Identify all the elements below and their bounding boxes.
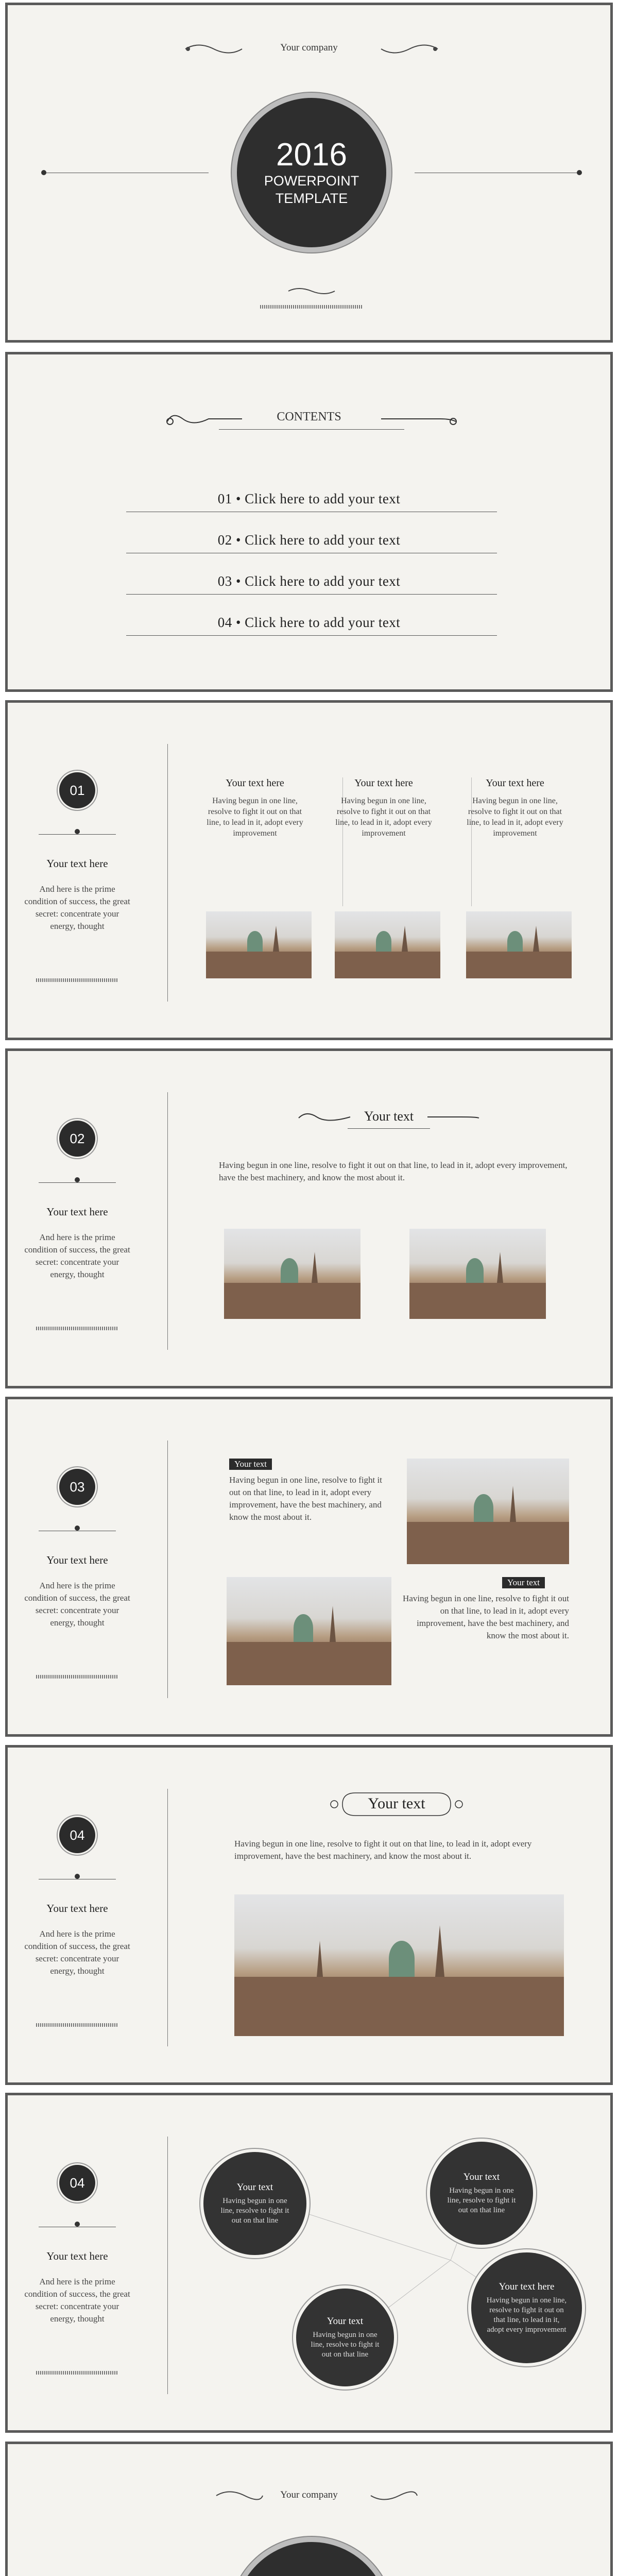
column-text: Having begun in one line, resolve to fight it out on that line, to lead in it, adopt every improvement bbox=[467, 796, 563, 838]
sidebar-title: Your text here bbox=[46, 1206, 108, 1218]
sidebar-vline bbox=[167, 2137, 168, 2394]
sidebar-stripes bbox=[36, 1327, 118, 1330]
sidebar-title: Your text here bbox=[46, 1554, 108, 1566]
sidebar-stripes bbox=[36, 1675, 118, 1679]
section-title: Your text bbox=[368, 1795, 425, 1812]
section-text: Having begun in one line, resolve to fight it out on that line, to lead in it, adopt every improvement, have the best machinery, and know the most about it. bbox=[234, 1839, 532, 1861]
toc-divider bbox=[126, 594, 497, 595]
sidebar-title: Your text here bbox=[46, 857, 108, 870]
sidebar-text: And here is the prime condition of success, the great secret: concentrate your energy, thought bbox=[24, 1581, 130, 1628]
contents-title: CONTENTS bbox=[277, 410, 341, 423]
toc-item-2[interactable]: 02 • Click here to add your text bbox=[217, 532, 401, 548]
sidebar-stripes bbox=[36, 978, 118, 982]
text-tag: Your text bbox=[502, 1577, 545, 1588]
city-photo bbox=[224, 1229, 360, 1319]
text-bubble bbox=[471, 2252, 582, 2363]
ornament-right-icon bbox=[368, 2488, 420, 2503]
sidebar-text: And here is the prime condition of success, the great secret: concentrate your energy, thought bbox=[24, 2277, 130, 2324]
text-bubble bbox=[203, 2152, 306, 2255]
section-number: 04 bbox=[59, 1817, 95, 1853]
toc-divider bbox=[126, 635, 497, 636]
sidebar-divider bbox=[39, 1182, 116, 1183]
dot-right bbox=[577, 170, 582, 175]
slide-section-03 bbox=[5, 1397, 613, 1737]
city-photo bbox=[409, 1229, 546, 1319]
city-photo bbox=[335, 911, 440, 978]
text-bubble bbox=[296, 2289, 394, 2386]
sidebar-dot bbox=[75, 1526, 80, 1531]
column-title: Your text here bbox=[226, 777, 284, 789]
title-circle bbox=[232, 93, 391, 252]
sidebar-text: And here is the prime condition of success, the great secret: concentrate your energy, thought bbox=[24, 1929, 130, 1976]
text-bubble bbox=[430, 2142, 533, 2245]
toc-item-1[interactable]: 01 • Click here to add your text bbox=[217, 491, 401, 506]
cover-line2: TEMPLATE bbox=[275, 191, 348, 207]
section-number: 03 bbox=[59, 1469, 95, 1505]
bottom-stripes bbox=[260, 305, 363, 309]
sidebar-dot bbox=[75, 829, 80, 834]
company-name: Your company bbox=[280, 2489, 338, 2500]
sidebar-stripes bbox=[36, 2371, 118, 2375]
sidebar-stripes bbox=[36, 2023, 118, 2027]
title-underline bbox=[219, 429, 404, 430]
column-text: Having begun in one line, resolve to fight it out on that line, to lead in it, adopt every improvement bbox=[335, 796, 432, 838]
city-photo bbox=[407, 1459, 569, 1564]
bubble-text: Having begun in one line, resolve to fight it out on that line, to lead in it, adopt every improvement bbox=[486, 2296, 567, 2334]
sidebar-title: Your text here bbox=[46, 2250, 108, 2262]
slide-thanks bbox=[5, 2442, 613, 2576]
section-text: Having begun in one line, resolve to fight it out on that line, to lead in it, adopt every improvement, have the best machinery, and know the most about it. bbox=[219, 1160, 568, 1182]
title-underline bbox=[348, 1128, 430, 1129]
ornament-right-icon bbox=[379, 41, 440, 57]
section-number: 04 bbox=[59, 2165, 95, 2201]
city-photo bbox=[206, 911, 312, 978]
dot-left bbox=[41, 170, 46, 175]
bubble-text: Having begun in one line, resolve to fight it out on that line bbox=[447, 2186, 516, 2214]
bubble-title: Your text bbox=[463, 2171, 500, 2182]
text-tag: Your text bbox=[229, 1459, 272, 1470]
slide-contents bbox=[5, 352, 613, 692]
cover-line1: POWERPOINT bbox=[264, 173, 359, 189]
ornament-right-icon bbox=[379, 409, 461, 429]
slide-section-02 bbox=[5, 1048, 613, 1388]
city-photo bbox=[466, 911, 572, 978]
column-title: Your text here bbox=[486, 777, 544, 789]
bubble-title: Your text bbox=[236, 2181, 273, 2193]
sidebar-text: And here is the prime condition of success, the great secret: concentrate your energy, thought bbox=[24, 884, 130, 931]
city-photo bbox=[227, 1577, 391, 1685]
slide-section-04 bbox=[5, 1745, 613, 2085]
column-text: Having begun in one line, resolve to fight it out on that line, to lead in it, adopt every improvement bbox=[207, 796, 303, 838]
section-text: Having begun in one line, resolve to fight it out on that line, to lead in it, adopt every improvement, have the best machinery, and know the most about it. bbox=[229, 1475, 382, 1522]
sidebar-title: Your text here bbox=[46, 1902, 108, 1914]
slide-section-04-bubbles bbox=[5, 2093, 613, 2433]
slide-cover bbox=[5, 3, 613, 343]
sidebar-divider bbox=[39, 834, 116, 835]
column-title: Your text here bbox=[354, 777, 413, 789]
sidebar-vline bbox=[167, 1092, 168, 1350]
slide-section-01 bbox=[5, 700, 613, 1040]
section-number: 01 bbox=[59, 772, 95, 808]
sidebar-dot bbox=[75, 2222, 80, 2227]
sidebar-dot bbox=[75, 1177, 80, 1182]
section-number: 02 bbox=[59, 1121, 95, 1157]
company-name: Your company bbox=[280, 42, 338, 53]
thanks-circle bbox=[229, 2537, 394, 2576]
toc-item-3[interactable]: 03 • Click here to add your text bbox=[217, 573, 401, 589]
sidebar-dot bbox=[75, 1874, 80, 1879]
ornament-bottom-icon bbox=[286, 286, 337, 296]
bubble-title: Your text bbox=[327, 2315, 364, 2327]
bubble-text: Having begun in one line, resolve to fight it out on that line bbox=[311, 2330, 380, 2359]
sidebar-vline bbox=[167, 1440, 168, 1698]
bubble-text: Having begun in one line, resolve to fight it out on that line bbox=[220, 2196, 289, 2225]
bubble-title: Your text here bbox=[499, 2281, 555, 2292]
sidebar-vline bbox=[167, 1789, 168, 2046]
city-photo bbox=[234, 1894, 564, 2036]
cover-year: 2016 bbox=[276, 137, 347, 173]
section-text: Having begun in one line, resolve to fight it out on that line, to lead in it, adopt every improvement, have the best machinery, and know the most about it. bbox=[403, 1594, 569, 1640]
sidebar-text: And here is the prime condition of success, the great secret: concentrate your energy, thought bbox=[24, 1232, 130, 1279]
ornament-right-icon bbox=[425, 1108, 482, 1123]
sidebar-vline bbox=[167, 744, 168, 1002]
section-title: Your text bbox=[364, 1109, 414, 1124]
toc-item-4[interactable]: 04 • Click here to add your text bbox=[217, 615, 401, 630]
